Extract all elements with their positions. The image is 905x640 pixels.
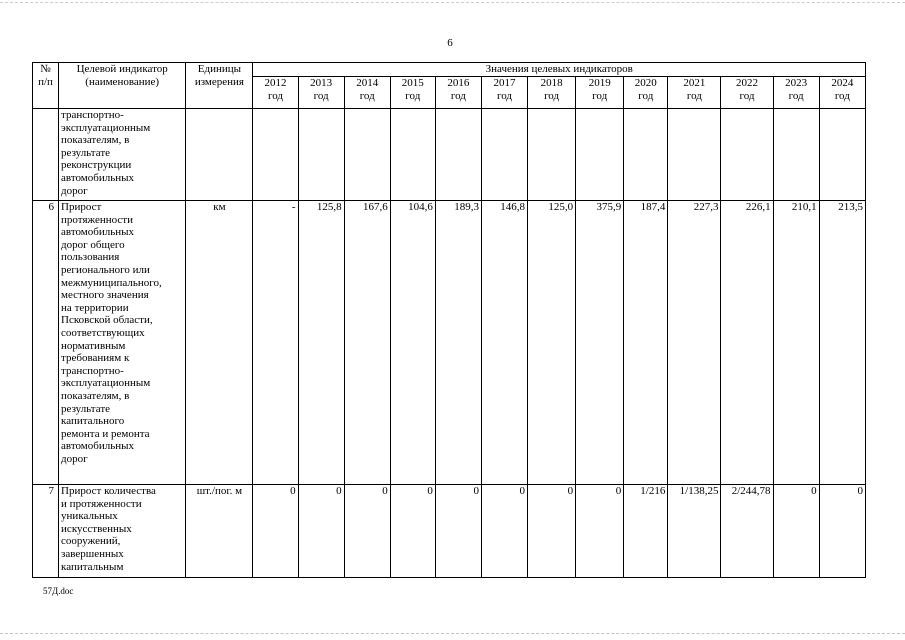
value-cell <box>576 109 624 201</box>
indicator-name-line: завершенных <box>61 547 124 560</box>
scan-edge-bottom <box>0 633 905 634</box>
year-label: 2022 <box>736 77 758 89</box>
unit-cell <box>186 109 253 201</box>
year-suffix: год <box>638 89 654 102</box>
value-cell: 0 <box>298 485 344 578</box>
indicator-name-line: результате <box>61 146 111 159</box>
indicator-name-line: и протяженности <box>61 497 142 510</box>
year-suffix: год <box>686 89 702 102</box>
value-cell: 125,8 <box>298 201 344 485</box>
year-label: 2019 <box>588 77 611 89</box>
indicator-name-line: эксплуатационным <box>61 121 151 134</box>
indicator-name-line: регионального или <box>61 263 150 276</box>
header-values-cell: Значения целевых индикаторов <box>253 63 866 77</box>
year-suffix: год <box>359 89 375 102</box>
indicator-name-line: местного значения <box>61 289 149 302</box>
value-cell: 0 <box>576 485 624 578</box>
year-label: 2017 <box>493 77 516 89</box>
indicator-name-line: автомобильных <box>61 171 135 184</box>
indicator-name-cell <box>59 109 186 201</box>
year-suffix: год <box>313 89 329 102</box>
indicator-name-line: показателям, в <box>61 389 130 402</box>
value-cell: 167,6 <box>344 201 390 485</box>
value-cell: 213,5 <box>819 201 865 485</box>
value-cell <box>390 109 435 201</box>
year-suffix: год <box>450 89 466 102</box>
value-cell <box>435 109 481 201</box>
indicator-name-line: протяженности <box>61 213 133 226</box>
year-label: 2021 <box>683 77 706 89</box>
table-row-continuation <box>33 109 866 201</box>
target-indicators-table <box>32 62 866 578</box>
value-cell <box>668 109 721 201</box>
indicator-name-line: автомобильных <box>61 440 135 453</box>
header-indicator-line: Целевой индикатор <box>76 63 168 75</box>
indicator-name-line: транспортно- <box>61 364 124 377</box>
value-cell: 0 <box>819 485 865 578</box>
indicator-name-cell <box>59 201 186 485</box>
indicator-name-line: результате <box>61 402 111 415</box>
value-cell: 227,3 <box>668 201 721 485</box>
header-indicator-line: (наименование) <box>85 75 160 88</box>
value-cell: 0 <box>390 485 435 578</box>
unit-cell: шт./пог. м <box>186 485 253 578</box>
indicator-name-line: Прирост количества <box>61 485 156 497</box>
indicator-name-line: капитального <box>61 415 125 428</box>
year-suffix: год <box>405 89 421 102</box>
indicator-name-line: требованиям к <box>61 352 130 365</box>
year-header-cell <box>528 77 576 109</box>
year-label: 2014 <box>356 77 379 89</box>
indicator-name-line: уникальных <box>61 510 118 523</box>
indicator-name-line: нормативным <box>61 339 126 352</box>
indicator-name-line: дорог <box>61 184 88 197</box>
value-cell <box>773 109 819 201</box>
year-header-cell <box>773 77 819 109</box>
year-label: 2018 <box>540 77 563 89</box>
year-suffix: год <box>544 89 560 102</box>
header-number-line: п/п <box>38 75 53 88</box>
value-cell: 1/138,25 <box>668 485 721 578</box>
unit-cell: км <box>186 201 253 485</box>
year-header-cell <box>721 77 773 109</box>
indicator-name-line: дорог общего <box>61 238 125 251</box>
row-number-cell <box>33 109 59 201</box>
year-header-cell <box>344 77 390 109</box>
year-header-cell <box>253 77 298 109</box>
scan-edge-top <box>0 2 905 3</box>
year-header-cell <box>435 77 481 109</box>
page-number: 6 <box>447 37 453 49</box>
year-label: 2024 <box>831 77 854 89</box>
indicator-name-line: дорог <box>61 452 88 465</box>
year-label: 2015 <box>401 77 424 89</box>
year-label: 2013 <box>310 77 333 89</box>
year-header-cell <box>298 77 344 109</box>
indicator-name-line: ремонта и ремонта <box>61 427 150 440</box>
value-cell: 375,9 <box>576 201 624 485</box>
year-suffix: год <box>834 89 850 102</box>
indicator-name-line: Псковской области, <box>61 314 153 327</box>
indicator-name-line: автомобильных <box>61 226 135 239</box>
value-cell: 2/244,78 <box>721 485 773 578</box>
year-header-cell <box>390 77 435 109</box>
indicator-name-line: искусственных <box>61 522 132 535</box>
value-cell: 146,8 <box>481 201 527 485</box>
value-cell <box>344 109 390 201</box>
indicator-name-line: сооружений, <box>61 535 121 548</box>
value-cell: 187,4 <box>624 201 668 485</box>
value-cell <box>528 109 576 201</box>
year-suffix: год <box>739 89 755 102</box>
indicator-name-line: межмуниципального, <box>61 276 162 289</box>
indicator-name-line: показателям, в <box>61 134 130 147</box>
indicator-name-line: реконструкции <box>61 159 132 172</box>
value-cell <box>624 109 668 201</box>
indicator-name-line: пользования <box>61 251 120 264</box>
value-cell: 1/216 <box>624 485 668 578</box>
header-units-line: Единицы <box>197 63 242 75</box>
header-units-cell <box>186 63 253 109</box>
year-suffix: год <box>592 89 608 102</box>
indicator-name-cell <box>59 485 186 578</box>
header-indicator-cell <box>59 63 186 109</box>
table-row <box>33 201 866 485</box>
value-cell: 0 <box>344 485 390 578</box>
value-cell: 0 <box>435 485 481 578</box>
value-cell: - <box>253 201 298 485</box>
value-cell <box>253 109 298 201</box>
indicator-name-line: эксплуатационным <box>61 377 151 390</box>
value-cell <box>721 109 773 201</box>
value-cell: 104,6 <box>390 201 435 485</box>
header-number-line: № <box>40 63 51 75</box>
value-cell: 226,1 <box>721 201 773 485</box>
year-header-cell <box>668 77 721 109</box>
indicator-name-line: Прирост <box>61 201 102 213</box>
indicator-name-line: на территории <box>61 301 129 314</box>
indicator-name-line: соответствующих <box>61 326 145 339</box>
value-cell <box>298 109 344 201</box>
header-number-cell <box>33 63 59 109</box>
header-units-line: измерения <box>194 75 244 88</box>
year-header-cell <box>576 77 624 109</box>
value-cell: 189,3 <box>435 201 481 485</box>
footer-file-name: 57Д.doc <box>43 586 74 596</box>
value-cell: 0 <box>773 485 819 578</box>
value-cell: 125,0 <box>528 201 576 485</box>
value-cell: 0 <box>253 485 298 578</box>
year-label: 2023 <box>785 77 808 89</box>
year-suffix: год <box>268 89 284 102</box>
year-header-cell <box>481 77 527 109</box>
year-suffix: год <box>788 89 804 102</box>
value-cell <box>819 109 865 201</box>
row-number-cell: 7 <box>33 485 59 578</box>
year-label: 2020 <box>634 77 657 89</box>
year-label: 2016 <box>447 77 470 89</box>
header-row <box>33 63 866 77</box>
year-suffix: год <box>496 89 512 102</box>
row-number-cell: 6 <box>33 201 59 485</box>
year-header-cell <box>624 77 668 109</box>
year-header-cell <box>819 77 865 109</box>
value-cell: 0 <box>528 485 576 578</box>
value-cell: 0 <box>481 485 527 578</box>
indicator-name-line: транспортно- <box>61 109 124 121</box>
table-row <box>33 485 866 578</box>
value-cell: 210,1 <box>773 201 819 485</box>
year-label: 2012 <box>264 77 287 89</box>
indicator-name-line: капитальным <box>61 560 124 573</box>
value-cell <box>481 109 527 201</box>
